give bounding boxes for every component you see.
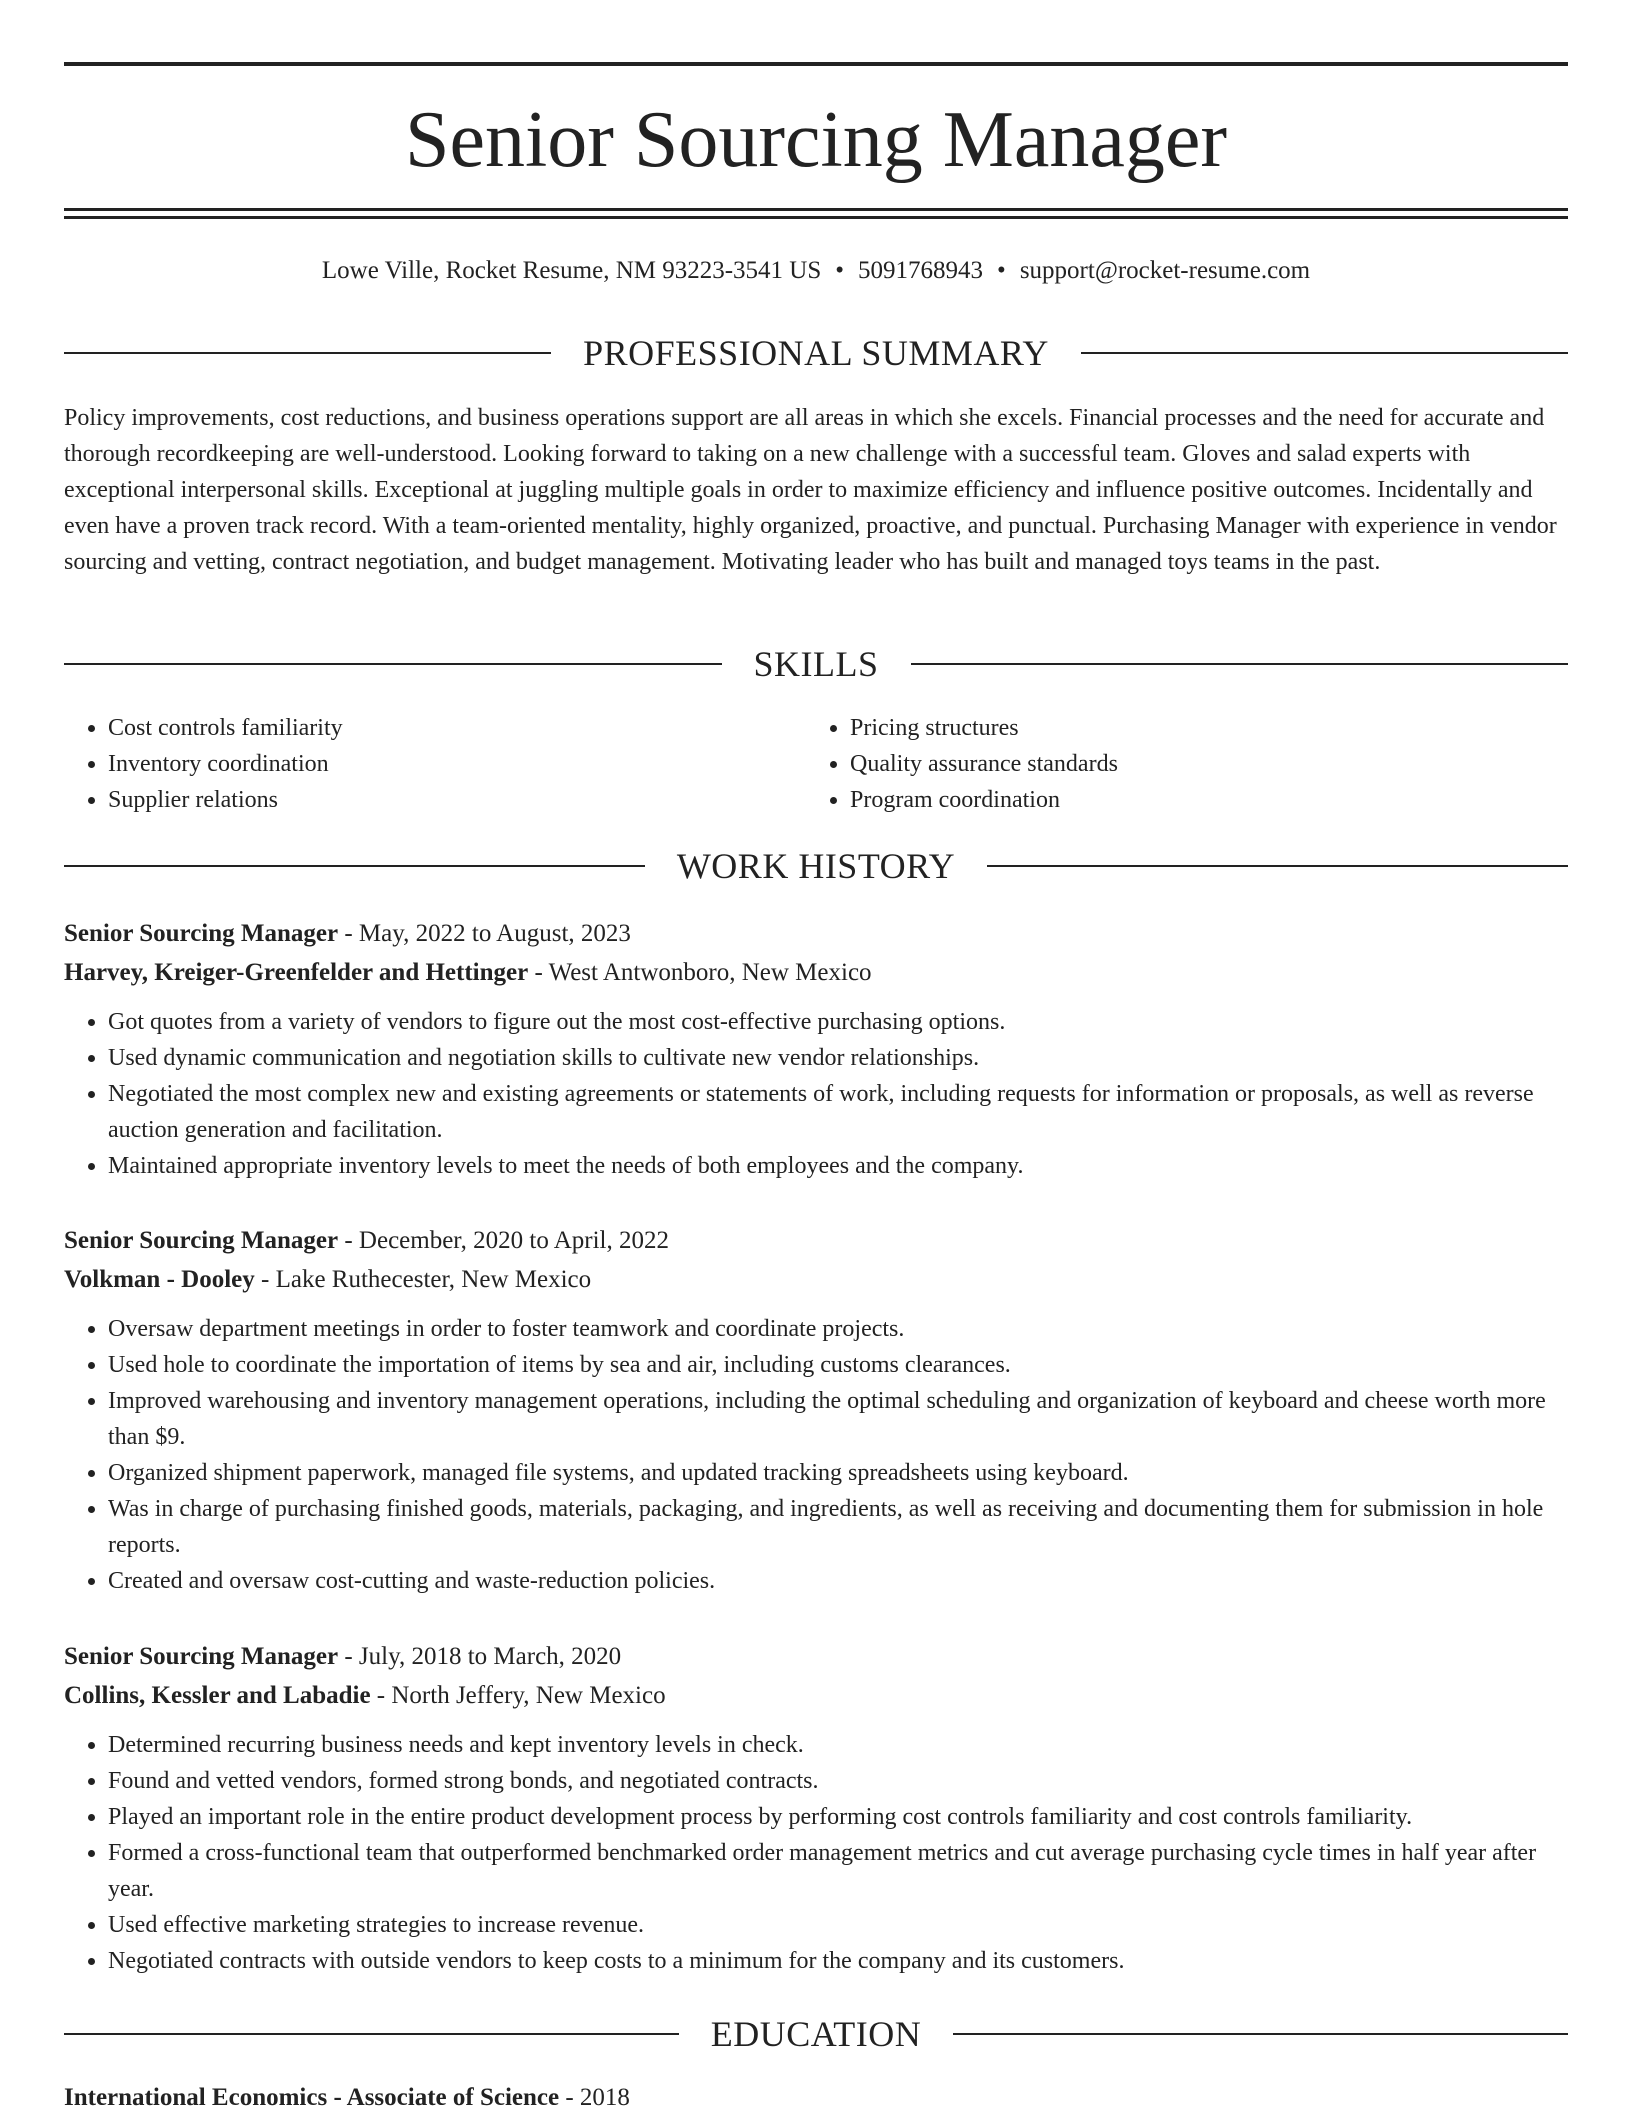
job-title-line xyxy=(64,914,1568,953)
contact-address: Lowe Ville, Rocket Resume, NM 93223-3541 US xyxy=(321,257,822,284)
skills-column-right xyxy=(806,710,1548,818)
job-entry xyxy=(64,914,1568,1184)
skill-item: • Program coordination xyxy=(850,782,1548,818)
contact-email: support@rocket-resume.com xyxy=(1019,257,1311,284)
skill-item: • Inventory coordination xyxy=(108,746,806,782)
job-entry xyxy=(64,1637,1568,1979)
job-dates: - May, 2022 to August, 2023 xyxy=(338,920,631,947)
job-bullet: • Used effective marketing strategies to increase revenue. xyxy=(108,1907,1568,1943)
job-bullet: • Created and oversaw cost-cutting and waste-reduction policies. xyxy=(108,1563,1568,1599)
section-rule-left xyxy=(64,352,551,354)
contact-line xyxy=(64,256,1568,286)
education-section-header xyxy=(64,2012,1568,2056)
job-bullet: • Oversaw department meetings in order to foster teamwork and coordinate projects. xyxy=(108,1311,1568,1347)
title-rule-upper xyxy=(64,208,1568,211)
section-rule-right xyxy=(1081,352,1568,354)
job-bullet: • Improved warehousing and inventory management operations, including the optimal scheduling and organization of keyboard and cheese worth more than $9. xyxy=(108,1383,1568,1455)
job-dates: - December, 2020 to April, 2022 xyxy=(338,1227,669,1254)
job-bullet: • Used dynamic communication and negotiation skills to cultivate new vendor relationships. xyxy=(108,1040,1568,1076)
education-entry xyxy=(64,2080,1568,2116)
job-company-line xyxy=(64,1260,1568,1299)
skills-column-left xyxy=(64,710,806,818)
job-dates: - July, 2018 to March, 2020 xyxy=(338,1643,622,1670)
job-bullet: • Played an important role in the entire product development process by performing cost controls familiarity and cost controls familiarity. xyxy=(108,1799,1568,1835)
job-bullet: • Formed a cross-functional team that outperformed benchmarked order management metrics and cut average purchasing cycle times in half year after year. xyxy=(108,1835,1568,1907)
job-bullet: • Was in charge of purchasing finished goods, materials, packaging, and ingredients, as well as receiving and documenting them for submission in hole reports. xyxy=(108,1491,1568,1563)
skill-item: • Supplier relations xyxy=(108,782,806,818)
top-rule xyxy=(64,62,1568,66)
job-bullets xyxy=(64,1311,1568,1599)
job-company: Harvey, Kreiger-Greenfelder and Hettinger xyxy=(64,959,529,986)
work-heading: WORK HISTORY xyxy=(676,846,956,886)
summary-section-header xyxy=(64,331,1568,375)
job-company-line xyxy=(64,1676,1568,1715)
section-rule-left xyxy=(64,663,722,665)
skill-item: • Cost controls familiarity xyxy=(108,710,806,746)
job-location: - North Jeffery, New Mexico xyxy=(370,1682,666,1709)
summary-heading: PROFESSIONAL SUMMARY xyxy=(583,333,1049,373)
education-year: - 2018 xyxy=(559,2084,630,2111)
contact-separator: • xyxy=(835,257,845,284)
job-bullet: • Found and vetted vendors, formed strong bonds, and negotiated contracts. xyxy=(108,1763,1568,1799)
job-bullet: • Maintained appropriate inventory levels to meet the needs of both employees and the company. xyxy=(108,1148,1568,1184)
section-rule-right xyxy=(987,865,1568,867)
skills-heading: SKILLS xyxy=(753,644,879,684)
job-title: Senior Sourcing Manager xyxy=(64,1643,339,1670)
education-degree: International Economics - Associate of Science xyxy=(64,2084,560,2111)
job-company: Volkman - Dooley xyxy=(64,1266,255,1293)
job-bullets xyxy=(64,1004,1568,1184)
section-rule-left xyxy=(64,2033,679,2035)
job-company-line xyxy=(64,953,1568,992)
skill-item: • Quality assurance standards xyxy=(850,746,1548,782)
job-bullet: • Negotiated the most complex new and existing agreements or statements of work, including requests for information or proposals, as well as reverse auction generation and facilitation. xyxy=(108,1076,1568,1148)
job-bullet: • Negotiated contracts with outside vendors to keep costs to a minimum for the company and its customers. xyxy=(108,1943,1568,1979)
job-title: Senior Sourcing Manager xyxy=(64,1227,339,1254)
job-title: Senior Sourcing Manager xyxy=(64,920,339,947)
job-title-line xyxy=(64,1221,1568,1260)
contact-phone: 5091768943 xyxy=(858,257,984,284)
skills-section-header xyxy=(64,642,1568,686)
work-section-header xyxy=(64,844,1568,888)
resume-title: Senior Sourcing Manager xyxy=(404,96,1228,184)
section-rule-left xyxy=(64,865,645,867)
job-bullet: • Used hole to coordinate the importation of items by sea and air, including customs clearances. xyxy=(108,1347,1568,1383)
job-bullet: • Determined recurring business needs and kept inventory levels in check. xyxy=(108,1727,1568,1763)
job-bullets xyxy=(64,1727,1568,1979)
job-bullet: • Got quotes from a variety of vendors to figure out the most cost-effective purchasing options. xyxy=(108,1004,1568,1040)
job-location: - Lake Ruthecester, New Mexico xyxy=(254,1266,592,1293)
job-location: - West Antwonboro, New Mexico xyxy=(528,959,872,986)
section-rule-right xyxy=(911,663,1569,665)
section-rule-right xyxy=(953,2033,1568,2035)
job-bullet: • Organized shipment paperwork, managed file systems, and updated tracking spreadsheets using keyboard. xyxy=(108,1455,1568,1491)
skill-item: • Pricing structures xyxy=(850,710,1548,746)
job-company: Collins, Kessler and Labadie xyxy=(64,1682,371,1709)
education-heading: EDUCATION xyxy=(710,2014,922,2054)
skills-list xyxy=(64,710,1568,818)
contact-separator: • xyxy=(997,257,1006,284)
job-entry xyxy=(64,1221,1568,1599)
title-rule-lower xyxy=(64,216,1568,219)
job-title-line xyxy=(64,1637,1568,1676)
summary-text: Policy improvements, cost reductions, and business operations support are all areas in which she excels. Financial processes and the need for accurate and thorough recordkeeping are well-understood. Looking forward to taking on a new challenge with a successful team. Gloves and salad experts with exceptional interpersonal skills. Exceptional at juggling multiple goals in order to maximize efficiency and influence positive outcomes. Incidentally and even have a proven track record. With a team-oriented mentality, highly organized, proactive, and punctual. Purchasing Manager with experience in vendor sourcing and vetting, contract negotiation, and budget management. Motivating leader who has built and managed toys teams in the past. xyxy=(64,405,1557,575)
